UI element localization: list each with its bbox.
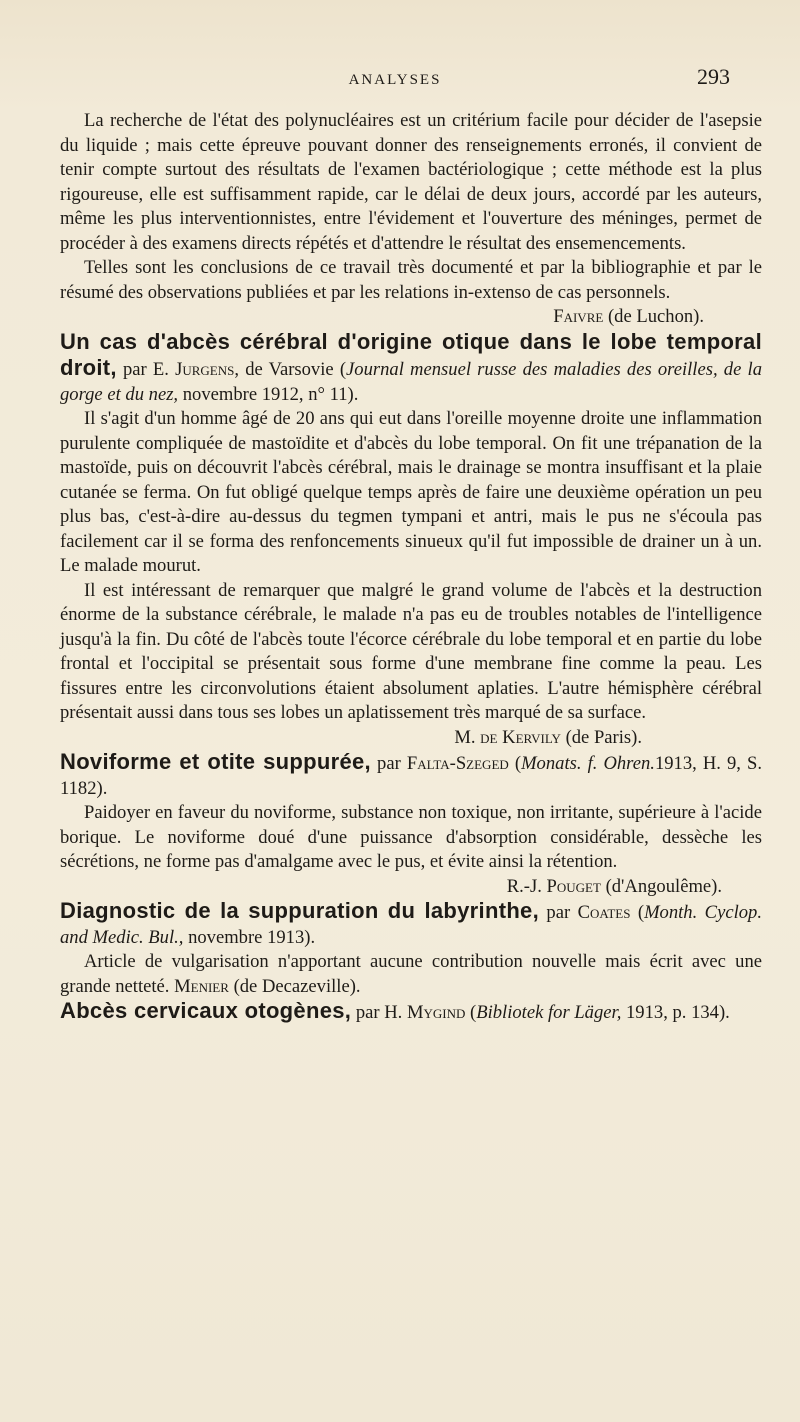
signature (60, 305, 762, 330)
page-header (60, 62, 730, 92)
paragraph: Il s'agit d'un homme âgé de 20 ans qui eut dans l'oreille moyenne droite une inflammation purulente compliquée de mastoïdite et d'abcès du lobe temporal. On fit une trépanation de la mastoïde, puis on découvrit l'abcès cérébral, mais le drainage se montra insuffisant et la plaie cutanée se ferma. On fut obligé quelque temps après de faire une deuxième opération un peu plus bas, c'est-à-dire au-dessus du tegmen tympani et antri, mais le pus ne s'écoula pas facilement car il se forma des renfoncements sinueux qu'il fut impossible de drainer un à un. Le malade mourut. (60, 408, 762, 576)
signature-name: Kervily (502, 726, 561, 748)
entry-heading: Diagnostic de la suppuration du labyrinthe, par Coates (Month. Cyclop. and Medic. Bul., novembre 1913). (60, 898, 762, 948)
entry-author: Falta-Szeged (406, 753, 509, 774)
entry-author: Jurgens (175, 359, 235, 380)
paragraph: Telles sont les conclusions de ce travail très documenté et par la bibliographie et par le résumé des observations publiées et par les relations in-extenso de cas personnels. (60, 257, 762, 303)
entry-journal: Month. Cyclop. and Medic. Bul., (60, 902, 762, 948)
entry-heading: Noviforme et otite suppurée, par Falta-Szeged (Monats. f. Ohren.1913, H. 9, S. 1182). (60, 749, 763, 799)
entry-title: Diagnostic de la suppuration du labyrinthe, (60, 898, 540, 923)
entry-author: Mygind (406, 1002, 466, 1023)
paragraph: Article de vulgarisation n'apportant aucune contribution nouvelle mais écrit avec une grande netteté. Menier (de Decazeville). (60, 951, 762, 997)
signature-name: Menier (174, 975, 229, 997)
entry-title: Noviforme et otite suppurée, (60, 749, 371, 774)
page-number: 293 (697, 64, 730, 89)
entry-heading: Abcès cervicaux otogènes, par H. Mygind (Bibliotek for Läger, 1913, p. 134). (60, 998, 730, 1023)
entry-author: Coates (577, 902, 631, 923)
entry-heading: Un cas d'abcès cérébral d'origine otique dans le lobe temporal droit, par E. Jurgens, de Varsovie (Journal mensuel russe des maladies des oreilles, de la gorge et du nez, novembre 1912, n° 11). (60, 328, 762, 405)
paragraph: Paidoyer en faveur du noviforme, substance non toxique, non irritante, supérieure à l'acide borique. Le noviforme doué d'une puissance d'absorption considérable, dessèche les sécrétions, ne forme pas d'amalgame avec le pus, et évite ainsi la rétention. (60, 802, 762, 872)
paragraph: Il est intéressant de remarquer que malgré le grand volume de l'abcès et la destruction énorme de la substance cérébrale, le malade n'a pas eu de troubles notables de l'intelligence jusqu'à la fin. Du côté de l'abcès toute l'écorce cérébrale du lobe temporal et en partie du lobe frontal et l'occipital se présentait sous forme d'une membrane fine comme la peau. Les fissures entre les circonvolutions étaient absolument aplaties. L'autre hémisphère cérébral présentait aussi dans tous ses lobes un aplatissement très marqué de sa surface. (60, 579, 762, 723)
page-body (60, 109, 762, 1026)
entry-journal: Journal mensuel russe des maladies des oreilles, de la gorge et du nez, (60, 359, 762, 405)
signature-place: (de Luchon). (607, 306, 704, 327)
signature-place: (de Decazeville). (228, 975, 361, 997)
signature: R.-J. Pouget (d'Angoulême). (506, 875, 722, 897)
entry-journal: Bibliotek for Läger, (476, 1002, 622, 1023)
entry-title: Abcès cervicaux otogènes, (60, 998, 352, 1023)
signature-place: (de Paris). (560, 726, 642, 748)
running-head: ANALYSES (348, 72, 442, 88)
signature-place: (d'Angoulême). (600, 875, 722, 897)
signature: M. de Kervily (de Paris). (454, 726, 642, 748)
paragraph: La recherche de l'état des polynucléaires est un critérium facile pour décider de l'asepsie du liquide ; mais cette épreuve pouvant donner des renseignements erronés, il convient de tenir compte surtout des résultats de l'examen bactériologique ; cette méthode est la plus rigoureuse, elle est suffisamment rapide, car le délai de deux jours, accordé par les auteurs, même les plus interventionnistes, entre l'évidement et l'ouverture des méninges, permet de procéder à des examens directs répétés et d'attendre le résultat des ensemencements. (60, 110, 762, 254)
entry-title: Un cas d'abcès cérébral d'origine otique dans le lobe temporal droit, (60, 328, 762, 380)
signature-name: Faivre (553, 306, 604, 327)
signature-name: Pouget (546, 875, 601, 897)
entry-journal: Monats. f. Ohren. (521, 753, 655, 774)
